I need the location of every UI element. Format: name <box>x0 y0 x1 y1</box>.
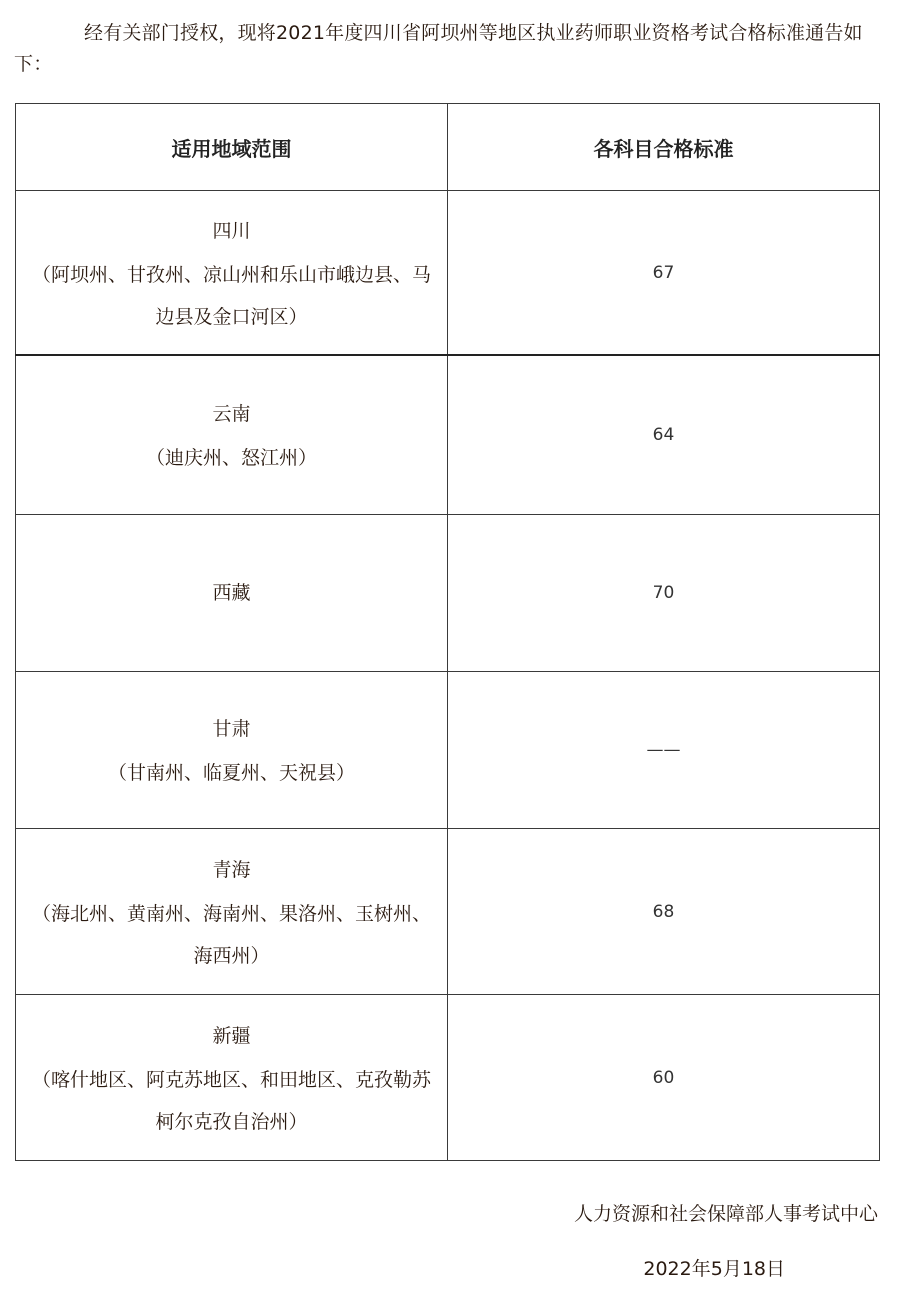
issue-date: 2022年5月18日 <box>643 1258 785 1280</box>
table-row <box>16 191 880 356</box>
score-value: —— <box>646 740 681 760</box>
score-cell <box>448 515 880 672</box>
table-row <box>16 515 880 672</box>
score-value: 70 <box>652 583 675 603</box>
table-row <box>16 672 880 829</box>
score-value: 67 <box>652 262 675 283</box>
region-detail: （阿坝州、甘孜州、凉山州和乐山市峨边县、马边县及金口河区） <box>31 263 431 328</box>
region-cell <box>16 829 448 995</box>
region-detail: （海北州、黄南州、海南州、果洛州、玉树州、海西州） <box>31 902 431 967</box>
score-cell <box>448 191 880 356</box>
region-cell <box>16 515 448 672</box>
region-name: 青海 <box>212 858 251 881</box>
table-row <box>16 829 880 995</box>
score-value: 60 <box>652 1067 675 1088</box>
region-cell <box>16 355 448 515</box>
region-cell <box>16 191 448 356</box>
score-cell <box>448 995 880 1161</box>
score-cell <box>448 672 880 829</box>
region-name: 云南 <box>212 403 251 425</box>
table-row <box>16 995 880 1161</box>
region-detail: （喀什地区、阿克苏地区、和田地区、克孜勒苏柯尔克孜自治州） <box>31 1068 431 1133</box>
region-cell <box>16 995 448 1161</box>
score-value: 68 <box>652 901 675 922</box>
region-detail: （迪庆州、怒江州） <box>145 447 317 469</box>
region-detail: （甘南州、临夏州、天祝县） <box>107 762 355 784</box>
table-row <box>16 355 880 515</box>
region-cell <box>16 672 448 829</box>
score-cell <box>448 829 880 995</box>
region-name: 甘肃 <box>212 718 251 740</box>
issuing-organization: 人力资源和社会保障部人事考试中心 <box>573 1203 878 1225</box>
region-name: 西藏 <box>212 582 251 604</box>
table-header-row <box>16 104 880 191</box>
pass-standard-table <box>15 103 880 1161</box>
header-standard: 各科目合格标准 <box>448 104 880 191</box>
score-cell <box>448 355 880 515</box>
region-name: 四川 <box>212 219 251 242</box>
notice-intro: 经有关部门授权，现将2021年度四川省阿坝州等地区执业药师职业资格考试合格标准通告如下： <box>14 22 863 75</box>
header-region: 适用地域范围 <box>16 104 448 191</box>
region-name: 新疆 <box>212 1024 251 1047</box>
score-value: 64 <box>652 425 675 445</box>
